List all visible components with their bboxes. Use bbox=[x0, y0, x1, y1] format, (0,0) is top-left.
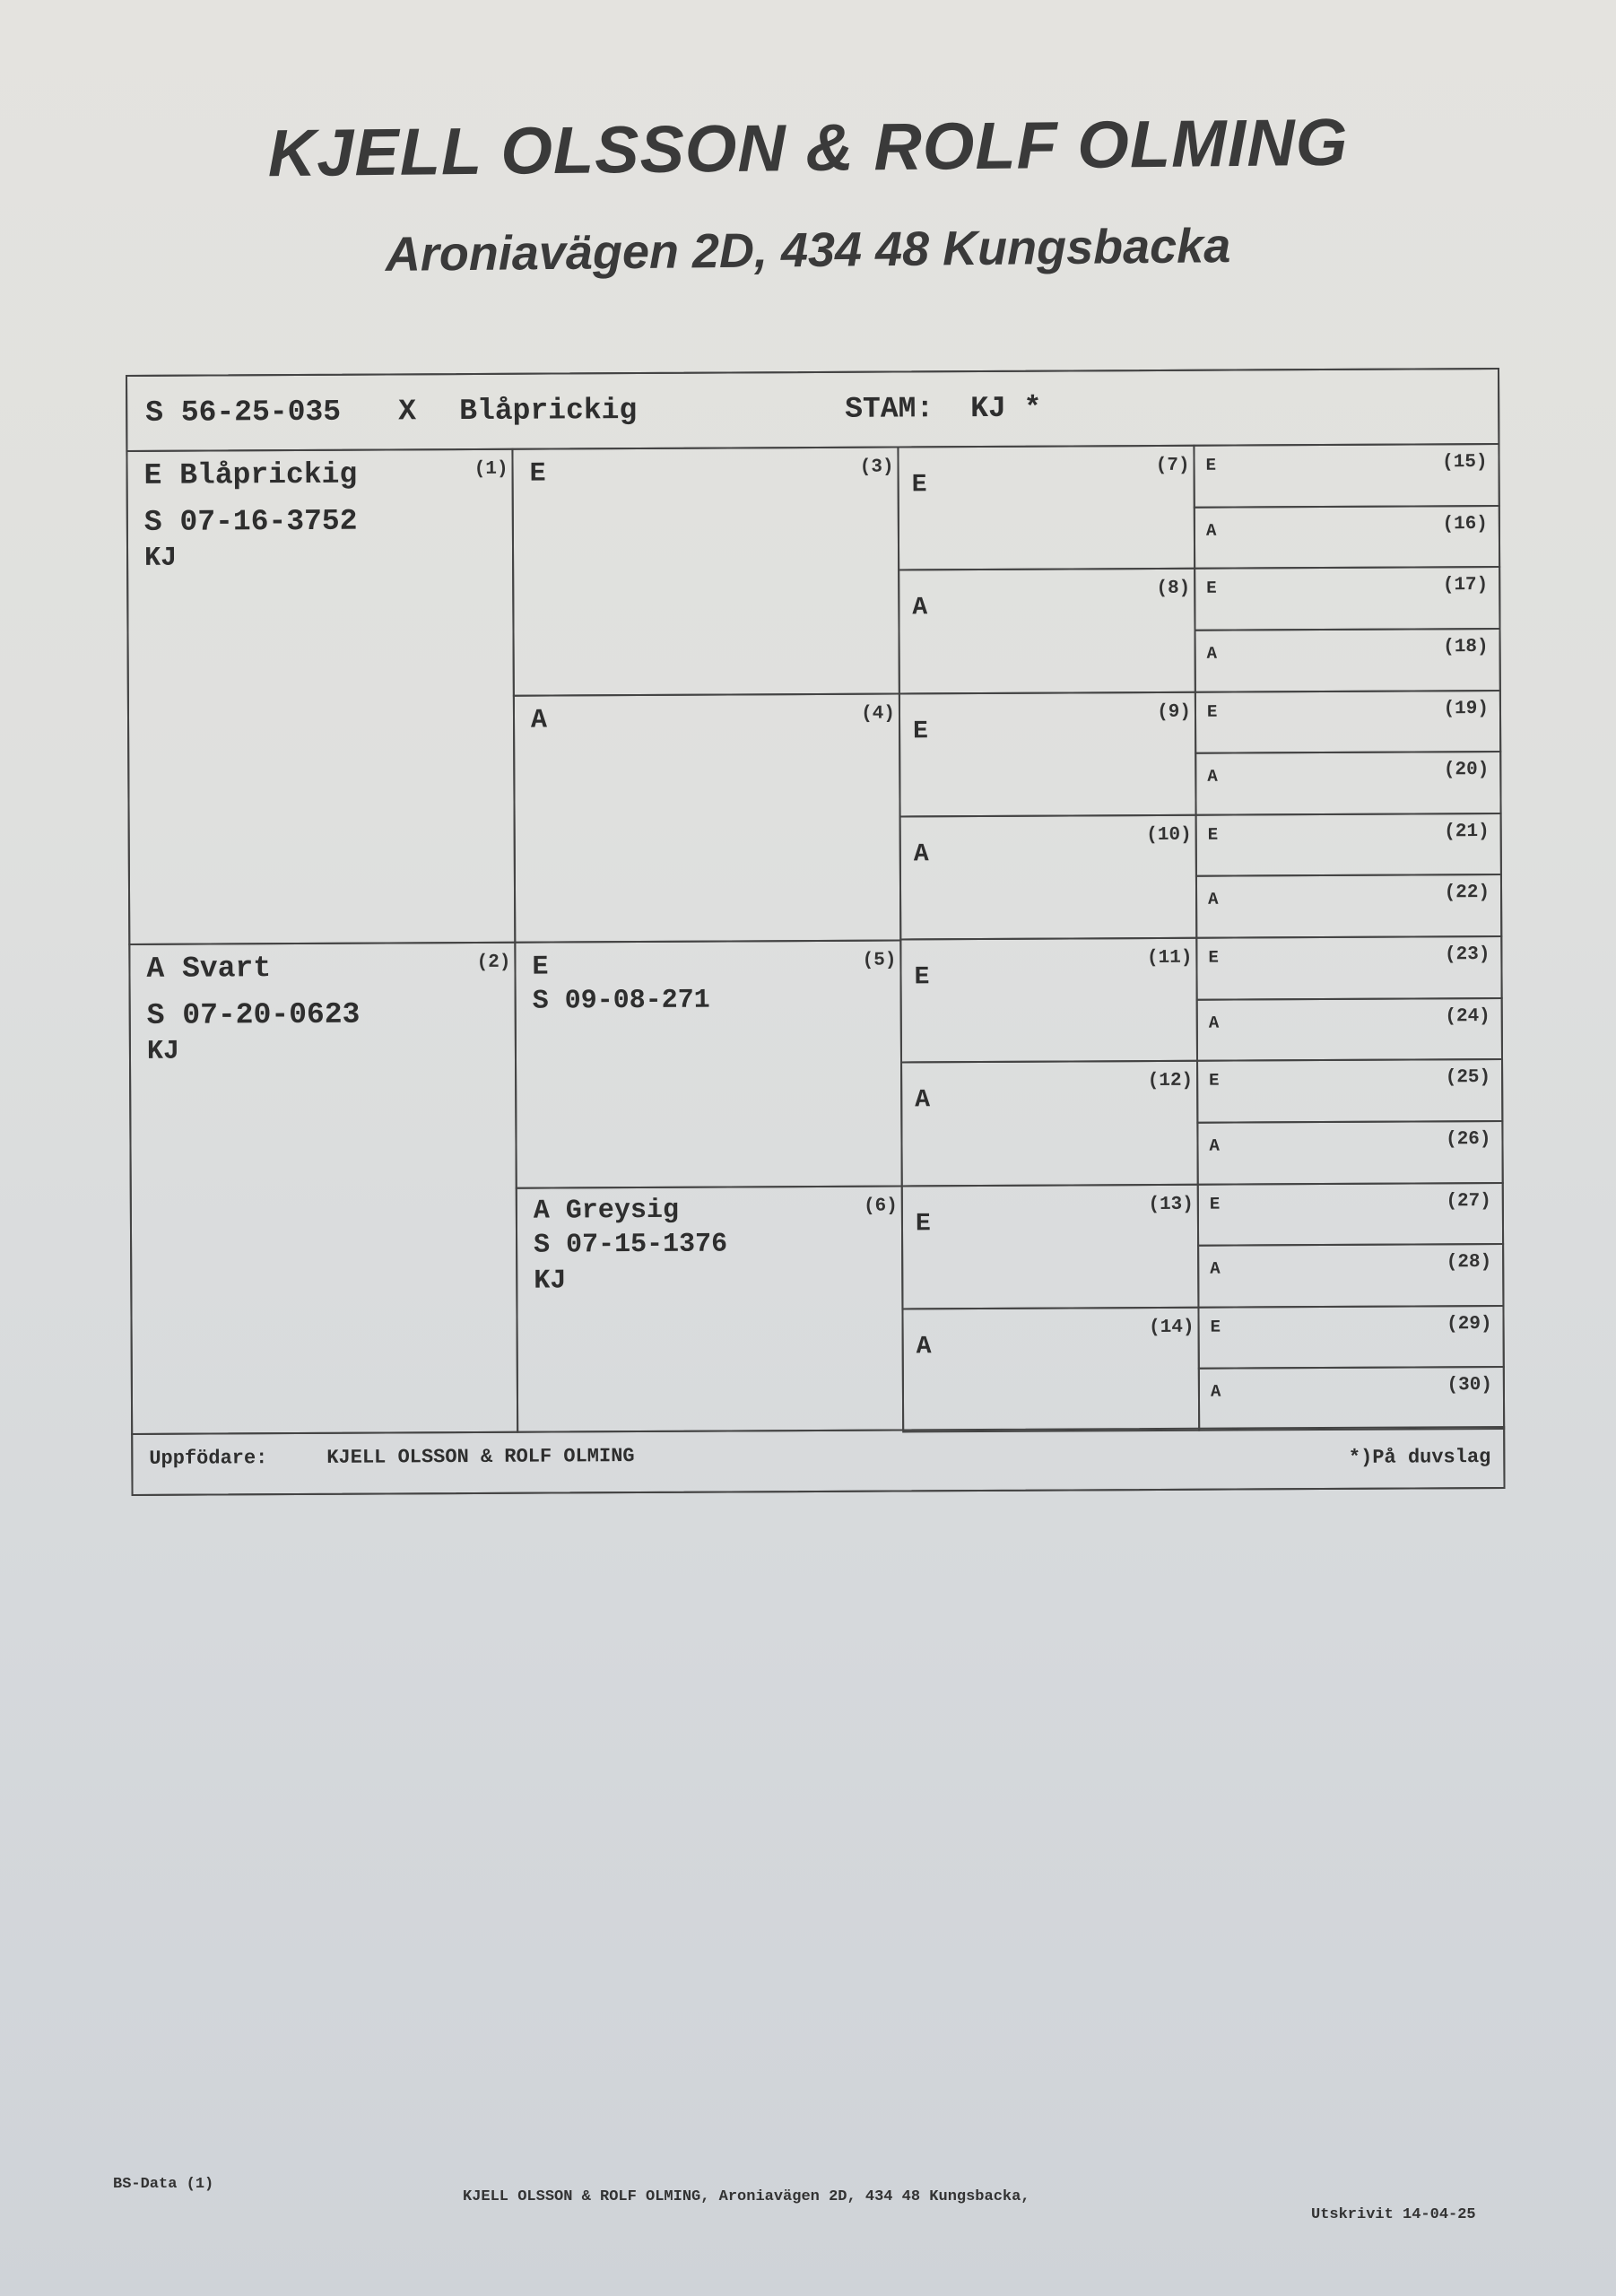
entry-label: A bbox=[915, 1086, 931, 1115]
page-title: KJELL OLSSON & ROLF OLMING bbox=[267, 104, 1349, 191]
gen2-entry-6 bbox=[516, 1185, 904, 1432]
entry-label: E bbox=[911, 471, 927, 500]
gen4-entry bbox=[1194, 566, 1500, 631]
gen2-entry-3 bbox=[511, 446, 899, 696]
entry-line1: A Svart bbox=[146, 952, 272, 986]
entry-number: (15) bbox=[1442, 452, 1488, 474]
entry-label: E bbox=[1207, 824, 1219, 845]
gen4-entry bbox=[1195, 813, 1502, 877]
gen3-entry bbox=[899, 691, 1197, 817]
entry-number: (16) bbox=[1442, 513, 1488, 535]
entry-label: E bbox=[1205, 455, 1217, 475]
gen4-entry bbox=[1196, 1120, 1503, 1185]
gen4-entry bbox=[1195, 689, 1501, 753]
gen4-entry bbox=[1196, 1058, 1503, 1123]
gen3-entry bbox=[901, 1306, 1200, 1432]
bird-color: Blåprickig bbox=[459, 394, 638, 429]
entry-line3: KJ bbox=[534, 1265, 567, 1297]
entry-number: (19) bbox=[1443, 698, 1490, 719]
entry-label: A bbox=[916, 1333, 932, 1361]
entry-label: A bbox=[1207, 766, 1218, 787]
entry-line1: E bbox=[529, 458, 546, 490]
cross-mark: X bbox=[398, 395, 417, 429]
gen3-entry bbox=[900, 1060, 1199, 1187]
entry-number: (17) bbox=[1442, 575, 1489, 596]
entry-label: A bbox=[1210, 1258, 1221, 1279]
entry-label: E bbox=[1206, 701, 1218, 722]
entry-label: E bbox=[913, 717, 928, 745]
entry-line1: E Blåprickig bbox=[143, 457, 358, 492]
entry-number: (2) bbox=[476, 952, 511, 973]
pedigree-chart bbox=[126, 368, 1506, 1496]
entry-label: A bbox=[1208, 890, 1219, 910]
gen4-entry bbox=[1195, 874, 1502, 938]
entry-line3: KJ bbox=[143, 543, 178, 574]
breeder-value: KJELL OLSSON & ROLF OLMING bbox=[326, 1445, 635, 1469]
gen1-parent-1 bbox=[126, 448, 516, 945]
entry-label: E bbox=[1210, 1317, 1221, 1337]
footer-right: Utskrivit 14-04-25 bbox=[1311, 2206, 1476, 2223]
gen3-entry bbox=[897, 445, 1195, 571]
gen3-entry bbox=[898, 568, 1196, 694]
entry-line2: S 07-15-1376 bbox=[533, 1229, 728, 1261]
entry-number: (13) bbox=[1148, 1194, 1194, 1215]
entry-number: (24) bbox=[1445, 1005, 1490, 1027]
page-subtitle: Aroniavägen 2D, 434 48 Kungsbacka bbox=[385, 219, 1231, 282]
entry-number: (3) bbox=[859, 457, 894, 478]
gen2-entry-5 bbox=[514, 939, 902, 1188]
footer-left: BS-Data (1) bbox=[113, 2176, 214, 2193]
gen4-entry bbox=[1195, 751, 1501, 815]
entry-number: (27) bbox=[1446, 1190, 1491, 1212]
entry-line1: E bbox=[532, 952, 549, 983]
entry-number: (30) bbox=[1447, 1375, 1492, 1396]
entry-number: (18) bbox=[1443, 636, 1489, 658]
entry-number: (4) bbox=[861, 703, 896, 725]
entry-label: A bbox=[1206, 643, 1218, 664]
entry-line1: A bbox=[530, 705, 548, 736]
entry-label: E bbox=[1208, 947, 1219, 968]
gen4-entry bbox=[1193, 443, 1499, 508]
gen4-entry bbox=[1197, 1243, 1504, 1308]
gen4-entry bbox=[1196, 997, 1503, 1062]
entry-label: A bbox=[1210, 1381, 1221, 1403]
pedigree-header-row bbox=[126, 368, 1499, 452]
gen3-entry bbox=[901, 1183, 1200, 1309]
entry-number: (12) bbox=[1147, 1071, 1194, 1092]
gen4-entry bbox=[1195, 628, 1501, 692]
entry-number: (28) bbox=[1446, 1252, 1492, 1274]
entry-label: A bbox=[1208, 1013, 1220, 1033]
entry-label: A bbox=[1205, 520, 1217, 541]
gen3-entry bbox=[899, 814, 1198, 941]
entry-label: E bbox=[1206, 578, 1217, 598]
entry-label: E bbox=[914, 963, 930, 992]
entry-number: (21) bbox=[1444, 821, 1490, 843]
gen2-entry-4 bbox=[513, 692, 901, 943]
entry-number: (9) bbox=[1157, 701, 1192, 723]
entry-number: (22) bbox=[1444, 883, 1490, 904]
entry-number: (10) bbox=[1146, 824, 1192, 846]
entry-number: (1) bbox=[474, 458, 508, 480]
entry-number: (26) bbox=[1446, 1128, 1491, 1151]
entry-number: (7) bbox=[1155, 455, 1190, 476]
gen4-entry bbox=[1197, 1181, 1504, 1246]
entry-label: E bbox=[915, 1209, 931, 1238]
entry-number: (8) bbox=[1156, 578, 1191, 600]
gen4-entry bbox=[1198, 1366, 1505, 1431]
entry-number: (29) bbox=[1447, 1313, 1492, 1335]
entry-number: (25) bbox=[1445, 1067, 1491, 1089]
entry-line2: S 07-16-3752 bbox=[143, 504, 358, 539]
stam-value: KJ * bbox=[970, 391, 1042, 426]
stam-label: STAM: bbox=[845, 392, 934, 426]
breeder-row bbox=[131, 1426, 1505, 1496]
entry-number: (20) bbox=[1443, 760, 1490, 781]
gen3-entry bbox=[899, 937, 1198, 1064]
gen4-entry bbox=[1195, 935, 1502, 1000]
entry-line1: A Greysig bbox=[533, 1195, 680, 1227]
entry-label: A bbox=[912, 594, 928, 622]
breeder-label: Uppfödare: bbox=[149, 1447, 268, 1470]
entry-number: (11) bbox=[1146, 947, 1193, 970]
footnote: *)På duvslag bbox=[1348, 1446, 1491, 1469]
entry-label: A bbox=[1209, 1135, 1220, 1156]
entry-label: E bbox=[1209, 1194, 1221, 1214]
ring-number: S 56-25-035 bbox=[145, 395, 342, 430]
entry-label: A bbox=[913, 840, 929, 869]
entry-label: E bbox=[1209, 1070, 1220, 1091]
gen4-entry bbox=[1197, 1305, 1504, 1370]
gen1-parent-2 bbox=[128, 942, 518, 1435]
entry-line2: S 07-20-0623 bbox=[146, 997, 361, 1032]
gen4-entry bbox=[1194, 505, 1500, 570]
entry-number: (5) bbox=[862, 950, 897, 971]
entry-number: (14) bbox=[1149, 1317, 1195, 1338]
footer-center: KJELL OLSSON & ROLF OLMING, Aroniavägen 2D, 434 48 Kungsbacka, bbox=[463, 2188, 1030, 2205]
entry-number: (6) bbox=[863, 1196, 898, 1217]
entry-number: (23) bbox=[1444, 944, 1490, 966]
entry-line2: S 09-08-271 bbox=[532, 985, 710, 1017]
entry-line3: KJ bbox=[146, 1036, 180, 1067]
